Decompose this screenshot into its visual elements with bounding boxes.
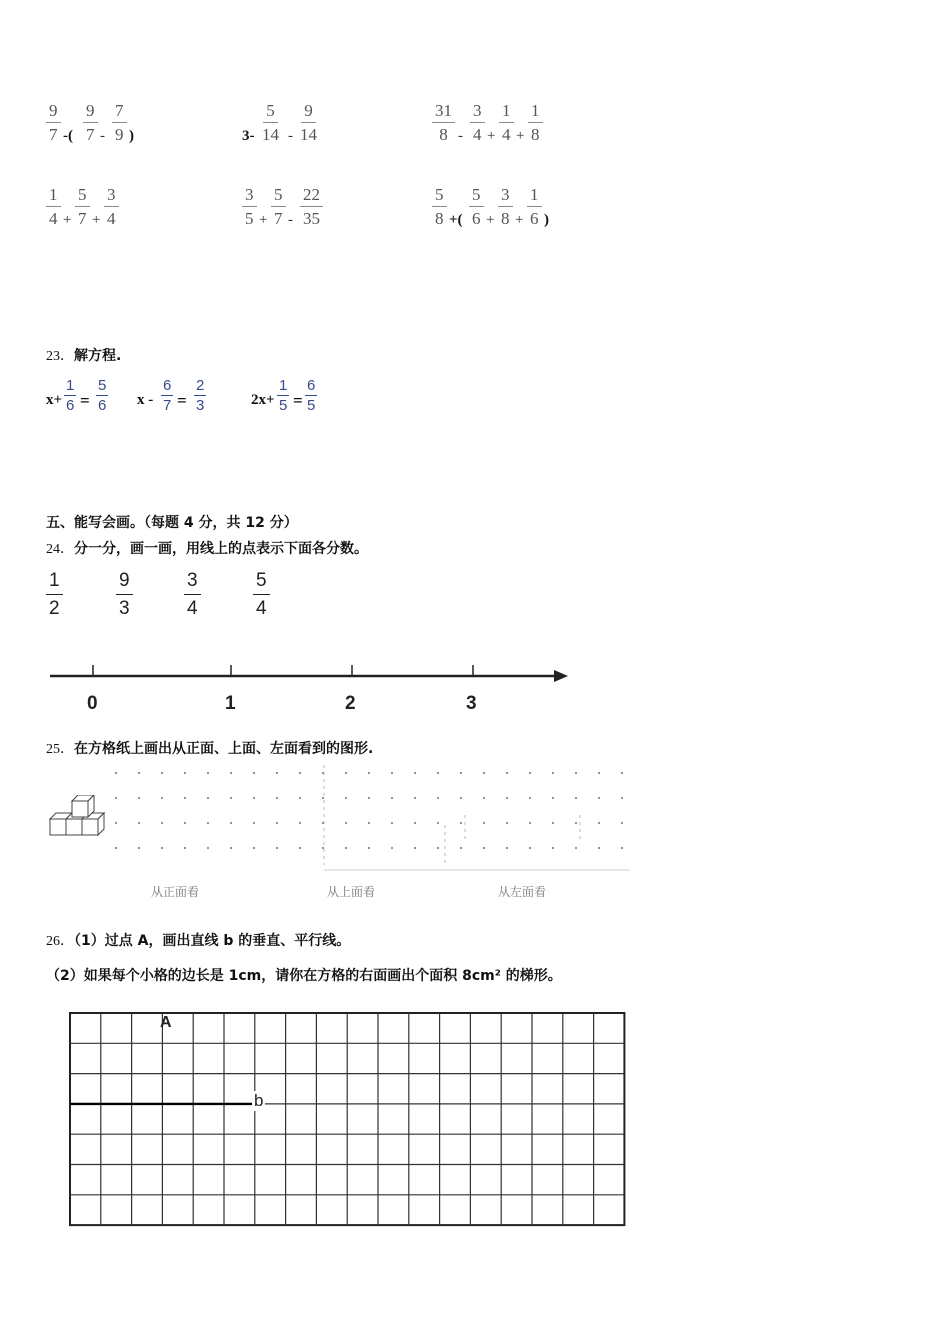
grid-dot — [575, 772, 577, 774]
grid-dot — [138, 847, 140, 849]
grid-dot — [552, 847, 554, 849]
grid-dot — [414, 847, 416, 849]
grid-dot — [138, 822, 140, 824]
q24-fraction-1: $\frac{1}{2}$ — [46, 571, 63, 618]
grid-dot — [621, 772, 623, 774]
grid-dot — [230, 847, 232, 849]
calc-operator: - — [288, 128, 293, 144]
calc-fraction: $\frac{5}{7}$ — [271, 186, 286, 227]
q25-heading — [46, 738, 373, 758]
grid-dot — [184, 772, 186, 774]
grid-dot — [161, 847, 163, 849]
grid-dot — [276, 847, 278, 849]
grid-dot — [368, 822, 370, 824]
q23-heading — [46, 345, 121, 365]
calc-operator: -( — [63, 128, 73, 144]
grid-dot — [460, 797, 462, 799]
grid-dot — [299, 797, 301, 799]
q26-number: 26． — [46, 934, 74, 949]
grid-dot — [483, 797, 485, 799]
q25-title: 在方格纸上画出从正面、上面、左面看到的图形. — [74, 741, 374, 757]
grid-dot — [529, 772, 531, 774]
grid-dot — [115, 772, 117, 774]
grid-dot — [460, 847, 462, 849]
point-a-label: A — [160, 1014, 172, 1031]
view-label-left: 从左面看 — [498, 885, 547, 899]
tick-label-0: 0 — [87, 693, 98, 714]
grid-dot — [529, 847, 531, 849]
calc-fraction: $\frac{5}{14}$ — [262, 101, 279, 144]
calc-fraction: $\frac{31}{8}$ — [432, 102, 455, 143]
grid-dot — [621, 797, 623, 799]
eq1-fraction-b: $\frac{5}{6}$ — [98, 377, 107, 414]
grid-dot — [299, 847, 301, 849]
grid-dot — [598, 847, 600, 849]
grid-dot — [552, 822, 554, 824]
grid-dot — [345, 822, 347, 824]
grid-dot — [253, 797, 255, 799]
calc-fraction: $\frac{9}{7}$ — [83, 102, 98, 143]
view-label-top: 从上面看 — [327, 885, 376, 899]
grid-dot — [207, 797, 209, 799]
grid-dot — [299, 772, 301, 774]
eq2-equals: = — [177, 391, 187, 410]
eq3-fraction-a: $\frac{1}{5}$ — [279, 377, 288, 414]
eq3-fraction-b: $\frac{6}{5}$ — [307, 377, 316, 414]
grid-dot — [506, 797, 508, 799]
calc-operator: + — [487, 128, 496, 144]
grid-dot — [276, 772, 278, 774]
q23-number: 23． — [46, 349, 74, 364]
grid-dot — [207, 772, 209, 774]
q24-heading — [46, 538, 368, 558]
grid-dot — [529, 797, 531, 799]
grid-dot — [483, 772, 485, 774]
grid-dot — [161, 772, 163, 774]
grid-dot — [115, 822, 117, 824]
calc-fraction: $\frac{7}{9}$ — [112, 102, 127, 143]
grid-dot — [368, 847, 370, 849]
grid-dot — [322, 847, 324, 849]
grid-dot — [437, 822, 439, 824]
square-grid — [60, 1005, 640, 1230]
dot-grid-paper — [110, 765, 630, 880]
grid-dot — [621, 847, 623, 849]
grid-dot — [138, 772, 140, 774]
calc-operator: + — [516, 128, 525, 144]
grid-dot — [483, 847, 485, 849]
tick-label-2: 2 — [345, 693, 356, 714]
calc-fraction: $\frac{3}{5}$ — [242, 186, 257, 227]
number-line — [40, 655, 580, 695]
tick-label-1: 1 — [225, 693, 236, 714]
q24-number: 24． — [46, 542, 74, 557]
calc-fraction: $\frac{3}{8}$ — [498, 186, 513, 227]
grid-dot — [184, 797, 186, 799]
grid-dot — [575, 847, 577, 849]
grid-dot — [207, 822, 209, 824]
grid-dot — [506, 772, 508, 774]
calc-operator: ) — [129, 128, 134, 144]
grid-dot — [460, 772, 462, 774]
calc-operator: - — [100, 128, 105, 144]
grid-dot — [253, 822, 255, 824]
calc-fraction: $\frac{9}{14}$ — [300, 101, 317, 144]
q24-title: 分一分，画一画，用线上的点表示下面各分数。 — [74, 541, 368, 557]
grid-dot — [598, 797, 600, 799]
grid-dot — [506, 822, 508, 824]
grid-dot — [414, 797, 416, 799]
cube-stack-figure — [46, 795, 108, 845]
calc-fraction: $\frac{1}{8}$ — [528, 102, 543, 143]
calc-operator: - — [458, 128, 463, 144]
grid-dot — [138, 797, 140, 799]
grid-dot — [391, 797, 393, 799]
grid-dot — [345, 772, 347, 774]
calc-fraction: $\frac{5}{7}$ — [75, 186, 90, 227]
grid-dot — [161, 797, 163, 799]
grid-dot — [391, 847, 393, 849]
q26-heading — [46, 930, 350, 950]
grid-dot — [322, 797, 324, 799]
grid-dot — [437, 797, 439, 799]
grid-dot — [506, 847, 508, 849]
calc-operator: - — [288, 212, 293, 228]
q24-fraction-3: $\frac{3}{4}$ — [184, 571, 201, 618]
grid-dot — [552, 772, 554, 774]
eq3-prefix: 2x+ — [251, 392, 275, 408]
q26-part2: （2）如果每个小格的边长是 1cm，请你在方格的右面画出个面积 8cm² 的梯形。 — [46, 968, 562, 984]
calc-fraction: $\frac{3}{4}$ — [104, 186, 119, 227]
grid-dot — [207, 847, 209, 849]
number-line-arrow — [554, 670, 568, 682]
calc-operator: 3- — [242, 128, 255, 144]
calc-fraction: $\frac{22}{35}$ — [300, 186, 323, 227]
view-label-front: 从正面看 — [151, 885, 200, 899]
calc-operator: + — [515, 212, 524, 228]
q26-part1: （1）过点 A，画出直线 b 的垂直、平行线。 — [74, 933, 351, 949]
eq1-prefix: x+ — [46, 392, 63, 408]
calc-fraction: $\frac{1}{4}$ — [499, 102, 514, 143]
q23-title: 解方程. — [74, 348, 122, 364]
calc-fraction: $\frac{5}{8}$ — [432, 186, 447, 227]
grid-dot — [345, 847, 347, 849]
grid-dot — [276, 797, 278, 799]
calc-fraction: $\frac{1}{6}$ — [527, 186, 542, 227]
tick-label-3: 3 — [466, 693, 477, 714]
grid-dot — [391, 822, 393, 824]
grid-dot — [575, 797, 577, 799]
grid-dot — [391, 772, 393, 774]
grid-dot — [253, 772, 255, 774]
calc-fraction: $\frac{5}{6}$ — [469, 186, 484, 227]
grid-dot — [299, 822, 301, 824]
grid-dot — [345, 797, 347, 799]
calc-operator: +( — [449, 212, 463, 228]
q24-fraction-2: $\frac{9}{3}$ — [116, 571, 133, 618]
grid-dot — [230, 822, 232, 824]
grid-dot — [253, 847, 255, 849]
grid-dot — [414, 822, 416, 824]
eq1-equals: = — [80, 391, 90, 410]
section5-title: 五、能写会画。（每题 4 分，共 12 分） — [46, 515, 298, 531]
grid-dot — [598, 822, 600, 824]
grid-dot — [437, 772, 439, 774]
grid-dot — [414, 772, 416, 774]
calc-operator: + — [92, 212, 101, 228]
grid-dot — [460, 822, 462, 824]
grid-dot — [161, 822, 163, 824]
eq1-fraction-a: $\frac{1}{6}$ — [66, 377, 75, 414]
grid-dot — [483, 822, 485, 824]
calc-fraction: $\frac{3}{4}$ — [470, 102, 485, 143]
grid-dot — [529, 822, 531, 824]
grid-dot — [230, 772, 232, 774]
grid-dot — [598, 772, 600, 774]
calc-fraction: $\frac{9}{7}$ — [46, 102, 61, 143]
grid-dot — [276, 822, 278, 824]
eq2-fraction-a: $\frac{6}{7}$ — [163, 377, 172, 414]
calc-operator: + — [63, 212, 72, 228]
eq2-fraction-b: $\frac{2}{3}$ — [196, 377, 205, 414]
calc-operator: + — [486, 212, 495, 228]
grid-dot — [115, 847, 117, 849]
calc-operator: ) — [544, 212, 549, 228]
grid-dot — [368, 797, 370, 799]
grid-dot — [115, 797, 117, 799]
line-b-label: b — [254, 1091, 264, 1110]
calc-fraction: $\frac{1}{4}$ — [46, 186, 61, 227]
eq2-prefix: x - — [137, 392, 154, 408]
grid-dot — [230, 797, 232, 799]
grid-dot — [184, 822, 186, 824]
q24-fraction-4: $\frac{5}{4}$ — [253, 571, 270, 618]
grid-dot — [368, 772, 370, 774]
grid-dot — [621, 822, 623, 824]
grid-dot — [184, 847, 186, 849]
grid-dot — [437, 847, 439, 849]
calc-operator: + — [259, 212, 268, 228]
q25-number: 25． — [46, 742, 74, 757]
eq3-equals: = — [293, 391, 303, 410]
grid-dot — [552, 797, 554, 799]
grid-dot — [575, 822, 577, 824]
